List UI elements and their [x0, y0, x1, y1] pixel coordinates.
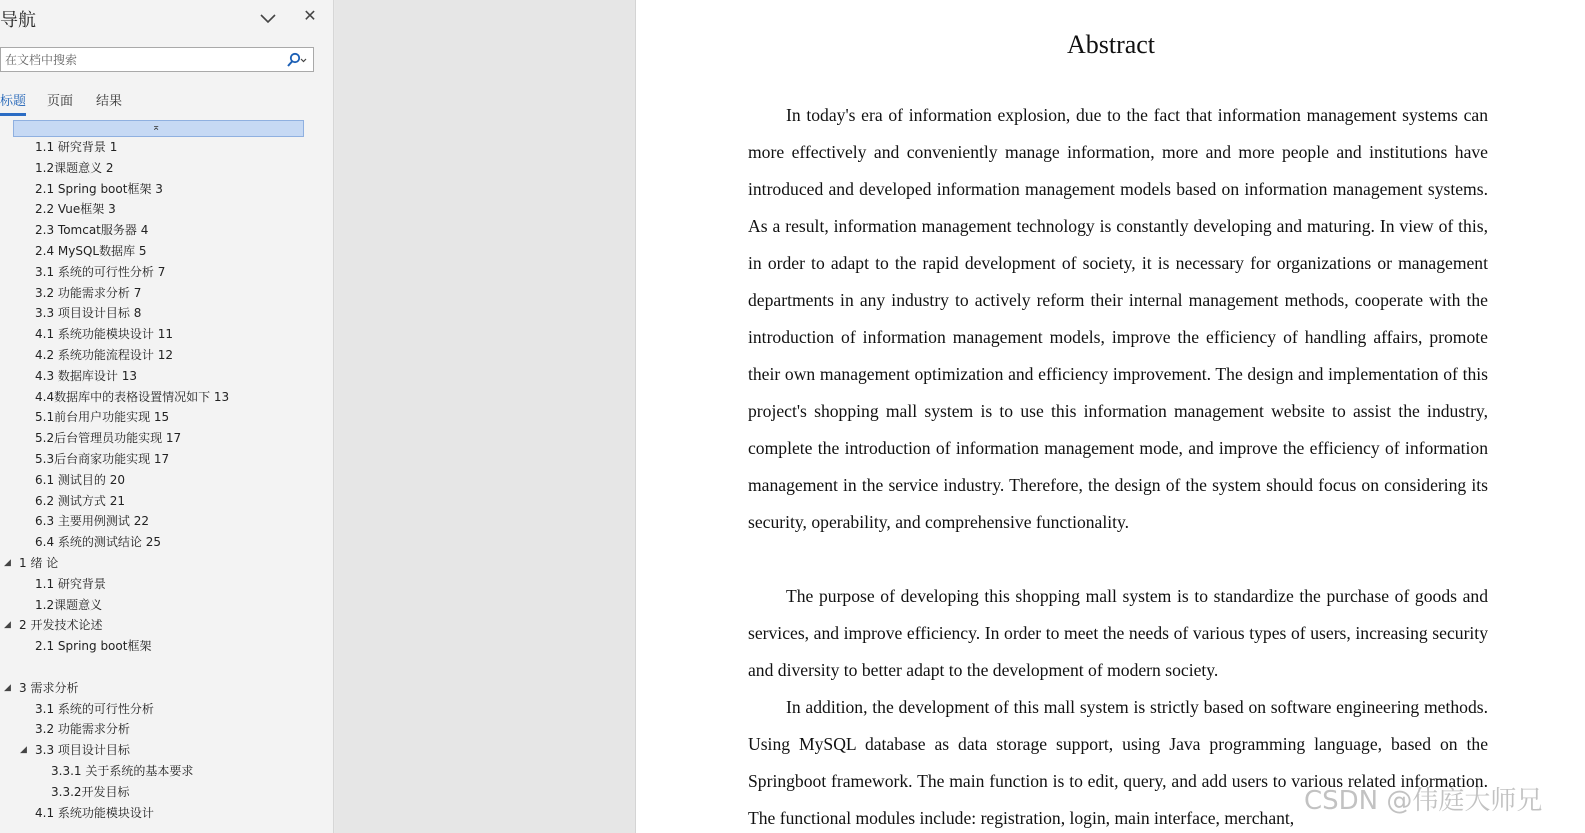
heading-item[interactable] [35, 179, 163, 199]
heading-label: 2.1 Spring boot框架 3 [35, 181, 163, 196]
heading-label: 6.4 系统的测试结论 25 [35, 535, 161, 550]
document-paragraph: In today's era of information explosion, due to the fact that information management systems can more effectively and conveniently manage information, more and more people and institutions have introduced and developed information management models based on information management systems. As a result, information management technology is constantly developing and maturing. In view of this, in order to adapt to the rapid development of society, it is necessary for organizations or management departments in any industry to actively reform their internal management methods, cooperate with the introduction of information management models, improve the efficiency of handling affairs, promote their own management optimization and efficiency improvement. The design and implementation of this project's shopping mall system is to use this information management website to assist the industry, complete the introduction of information management mode, and improve the efficiency of information management in the service industry. Therefore, the design of the system should focus on considering its security, operability, and comprehensive functionality. [748, 105, 1488, 532]
heading-label: 3.3.2开发目标 [51, 784, 130, 799]
expand-caret-icon[interactable]: ◢ [4, 558, 11, 568]
heading-label: 5.2后台管理员功能实现 17 [35, 431, 182, 446]
heading-label: 6.1 测试目的 20 [35, 472, 125, 487]
document-paragraph: In addition, the development of this mall system is strictly based on software engineering methods. Using MySQL database as data storage support, using Java programming language, based on the Springboot framework. The main function is to edit, query, and add users to various related information. The functional modules include: registration, login, main interface, merchant, [748, 697, 1488, 828]
heading-item[interactable] [35, 324, 173, 344]
heading-label: 1.1 研究背景 [35, 576, 106, 591]
collapse-headings-bar[interactable] [13, 120, 304, 137]
heading-level1-item[interactable] [4, 553, 59, 573]
heading-item[interactable] [35, 595, 102, 615]
heading-level1-item[interactable] [4, 615, 103, 635]
heading-item[interactable] [51, 782, 130, 802]
nav-pane-title: 导航 [0, 10, 36, 31]
heading-item[interactable] [51, 761, 193, 781]
heading-item[interactable] [35, 428, 181, 448]
heading-label: 3.3 项目设计目标 [35, 743, 130, 758]
heading-item[interactable] [35, 220, 148, 240]
heading-item[interactable] [35, 241, 147, 261]
heading-item[interactable] [35, 491, 125, 511]
heading-label: 6.2 测试方式 21 [35, 493, 125, 508]
tab-pages[interactable]: 页面 [47, 94, 74, 109]
heading-label: 1.2课题意义 2 [35, 160, 114, 175]
heading-item[interactable] [35, 407, 169, 427]
expand-caret-icon[interactable]: ◢ [4, 682, 11, 693]
tab-headings[interactable]: 标题 [0, 90, 26, 116]
heading-item[interactable] [35, 803, 154, 823]
close-icon[interactable]: ✕ [303, 6, 317, 25]
heading-item[interactable] [35, 470, 125, 490]
document-paragraph: The purpose of developing this shopping mall system is to standardize the purchase of goods and services, and improve efficiency. In order to meet the needs of various types of users, increasing security and diversity to better adapt to the development of modern society. [748, 586, 1488, 680]
heading-label: 3 需求分析 [19, 680, 79, 695]
search-input[interactable] [5, 50, 275, 69]
heading-item[interactable] [35, 283, 141, 303]
navigation-pane [0, 0, 334, 833]
heading-item[interactable] [35, 345, 173, 365]
heading-label: 1.2课题意义 [35, 597, 103, 612]
heading-label: 2.4 MySQL数据库 5 [35, 244, 147, 258]
heading-label: 2 开发技术论述 [19, 618, 103, 633]
heading-item[interactable] [35, 158, 114, 178]
heading-item[interactable] [20, 740, 130, 760]
heading-item[interactable] [35, 719, 130, 739]
watermark: CSDN @伟庭大师兄 [1304, 786, 1543, 816]
heading-item[interactable] [35, 366, 137, 386]
heading-label: 1 绪 论 [19, 556, 59, 570]
tab-results[interactable]: 结果 [96, 94, 123, 109]
heading-item[interactable] [35, 387, 229, 407]
heading-label: 2.2 Vue框架 3 [35, 202, 116, 217]
heading-item[interactable] [35, 636, 151, 656]
heading-label: 5.1前台用户功能实现 15 [35, 410, 170, 425]
heading-label: 4.3 数据库设计 13 [35, 368, 137, 383]
document-gutter [335, 0, 635, 833]
heading-item[interactable] [35, 303, 141, 323]
collapse-icon: ⌅ [152, 122, 161, 133]
heading-label: 3.1 系统的可行性分析 [35, 701, 154, 716]
document-page [635, 0, 1585, 833]
heading-item[interactable] [35, 262, 165, 282]
heading-label: 4.1 系统功能模块设计 11 [35, 327, 173, 342]
heading-label: 5.3后台商家功能实现 17 [35, 452, 170, 466]
heading-item[interactable] [35, 574, 106, 594]
heading-item[interactable] [35, 199, 116, 219]
heading-label: 3.1 系统的可行性分析 7 [35, 264, 166, 279]
heading-label: 3.2 功能需求分析 7 [35, 285, 142, 300]
heading-level1-item[interactable] [4, 678, 79, 698]
heading-label: 2.1 Spring boot框架 [35, 639, 152, 654]
heading-item[interactable] [35, 449, 169, 469]
document-title: Abstract [1066, 30, 1156, 59]
heading-label: 1.1 研究背景 1 [35, 140, 118, 154]
heading-label: 4.4数据库中的表格设置情况如下 13 [35, 389, 230, 404]
search-icon[interactable] [286, 52, 308, 68]
heading-item[interactable] [35, 137, 117, 157]
heading-label: 6.3 主要用例测试 22 [35, 514, 149, 529]
heading-label: 2.3 Tomcat服务器 4 [35, 223, 149, 238]
heading-label: 3.3.1 关于系统的基本要求 [51, 764, 194, 778]
search-box[interactable] [0, 47, 314, 72]
chevron-down-icon[interactable] [258, 8, 278, 28]
heading-item[interactable] [35, 532, 161, 552]
expand-caret-icon[interactable]: ◢ [20, 745, 27, 756]
heading-item[interactable] [35, 511, 149, 531]
heading-label: 3.2 功能需求分析 [35, 722, 130, 737]
expand-caret-icon[interactable]: ◢ [4, 620, 11, 631]
heading-item[interactable] [35, 699, 154, 719]
heading-label: 4.2 系统功能流程设计 12 [35, 348, 173, 362]
heading-label: 3.3 项目设计目标 8 [35, 306, 142, 321]
heading-label: 4.1 系统功能模块设计 [35, 805, 154, 820]
